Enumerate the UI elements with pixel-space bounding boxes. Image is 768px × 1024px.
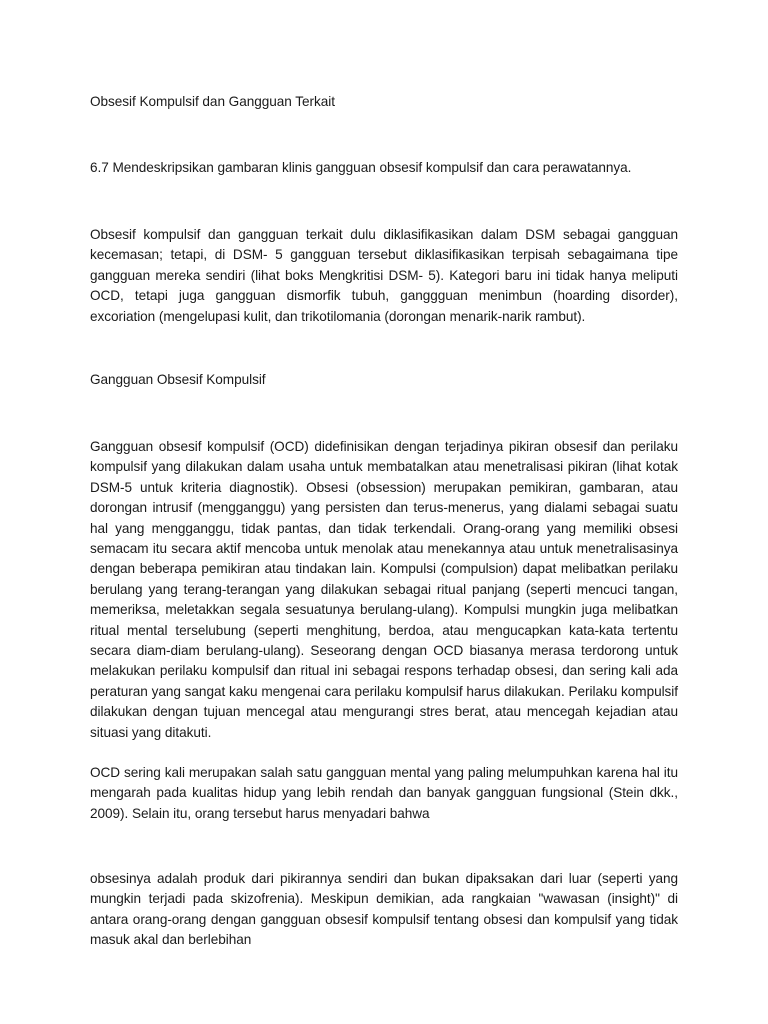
intro-paragraph: Obsesif kompulsif dan gangguan terkait dulu diklasifikasikan dalam DSM sebagai gangguan kecemasan; tetapi, di DSM- 5 gangguan tersebut diklasifikasikan terpisah sebagaimana tipe gangguan mereka sendiri (lihat boks Mengkritisi DSM- 5). Kategori baru ini tidak hanya meliputi OCD, tetapi juga gangguan dismorfik tubuh, ganggguan menimbun (hoarding disorder), excoriation (mengelupasi kulit, dan trikotilomania (dorongan menarik-narik rambut). <box>90 227 678 324</box>
document-title: Obsesif Kompulsif dan Gangguan Terkait <box>90 94 335 109</box>
learning-objective: 6.7 Mendeskripsikan gambaran klinis gangguan obsesif kompulsif dan cara perawatannya. <box>90 160 632 175</box>
section-subheading: Gangguan Obsesif Kompulsif <box>90 372 266 387</box>
ocd-insight-paragraph: obsesinya adalah produk dari pikirannya sendiri dan bukan dipaksakan dari luar (seperti yang mungkin terjadi pada skizofrenia). Meskipun demikian, ada rangkaian "wawasan (insight)" di antara orang-orang dengan gangguan obsesif kompulsif tentang obsesi dan kompulsif yang tidak masuk akal dan berlebihan <box>90 871 678 948</box>
ocd-impact-paragraph: OCD sering kali merupakan salah satu gangguan mental yang paling melumpuhkan karena hal itu mengarah pada kualitas hidup yang lebih rendah dan banyak gangguan fungsional (Stein dkk., 2009). Selain itu, orang tersebut harus menyadari bahwa <box>90 765 678 821</box>
ocd-definition-paragraph: Gangguan obsesif kompulsif (OCD) didefinisikan dengan terjadinya pikiran obsesif dan perilaku kompulsif yang dilakukan dalam usaha untuk membatalkan atau menetralisasi pikiran (lihat kotak DSM-5 untuk kriteria diagnostik). Obsesi (obsession) merupakan pemikiran, gambaran, atau dorongan intrusif (mengganggu) yang persisten dan terus-menerus, yang dialami sebagai suatu hal yang mengganggu, tidak pantas, dan tidak terkendali. Orang-orang yang memiliki obsesi semacam itu secara aktif mencoba untuk menolak atau menekannya atau untuk menetralisasinya dengan beberapa pemikiran atau tindakan lain. Kompulsi (compulsion) dapat melibatkan perilaku berulang yang terang-terangan yang dilakukan sebagai ritual panjang (seperti mencuci tangan, memeriksa, meletakkan segala sesuatunya berulang-ulang). Kompulsi mungkin juga melibatkan ritual mental terselubung (seperti menghitung, berdoa, atau mengucapkan kata-kata tertentu secara diam-diam berulang-ulang). Seseorang dengan OCD biasanya merasa terdorong untuk melakukan perilaku kompulsif dan ritual ini sebagai respons terhadap obsesi, dan sering kali ada peraturan yang sangat kaku mengenai cara perilaku kompulsif harus dilakukan. Perilaku kompulsif dilakukan dengan tujuan mencegal atau mengurangi stres berat, atau mencegah kejadian atau situasi yang ditakuti. <box>90 439 678 740</box>
